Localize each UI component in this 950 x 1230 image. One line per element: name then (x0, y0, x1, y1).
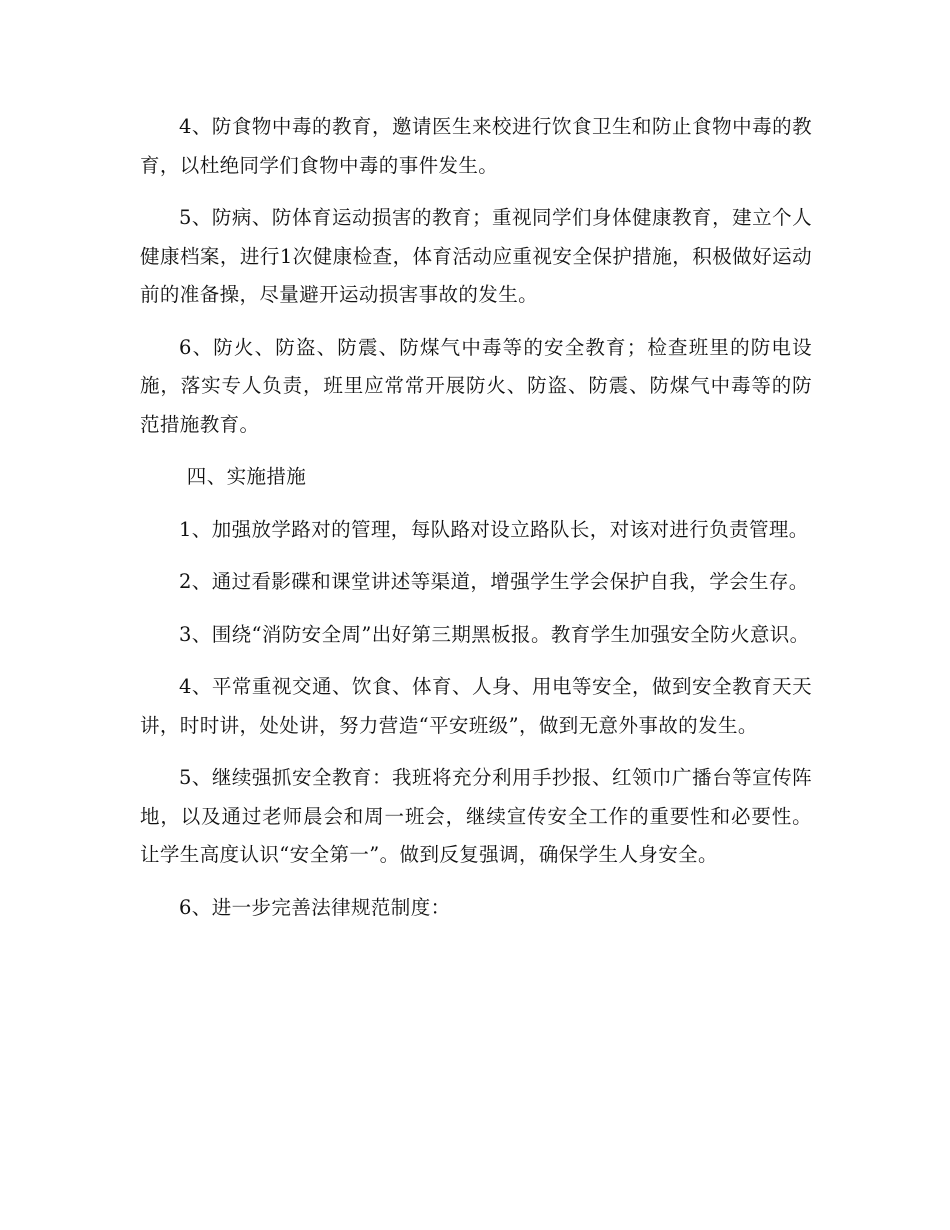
paragraph-video-lessons: 2、通过看影碟和课堂讲述等渠道，增强学生学会保护自我，学会生存。 (179, 570, 809, 593)
paragraph-safety-education: 5、继续强抓安全教育：我班将充分利用手抄报、红领巾广播台等宣传阵地，以及通过老师晨会和周一班会，继续宣传安全工作的重要性和必要性。让学生高度认识“安全第一”。做到反复强调，确保学生人身安全。 (140, 766, 812, 866)
paragraph-sports-injury: 5、防病、防体育运动损害的教育；重视同学们身体健康教育，建立个人健康档案，进行1次健康检查，体育活动应重视安全保护措施，积极做好运动前的准备操，尽量避开运动损害事故的发生。 (140, 206, 812, 306)
paragraph-fire-theft-safety: 6、防火、防盗、防震、防煤气中毒等的安全教育；检查班里的防电设施，落实专人负责，班里应常常开展防火、防盗、防震、防煤气中毒等的防范措施教育。 (140, 335, 812, 436)
paragraph-legal-rules: 6、进一步完善法律规范制度： (179, 895, 451, 919)
paragraph-fire-week-board: 3、围绕“消防安全周”出好第三期黑板报。教育学生加强安全防火意识。 (179, 622, 810, 646)
paragraph-daily-safety: 4、平常重视交通、饮食、体育、人身、用电等安全，做到安全教育天天讲，时时讲，处处讲，努力营造“平安班级”，做到无意外事故的发生。 (140, 675, 812, 737)
document-page (140, 108, 812, 941)
paragraph-road-team: 1、加强放学路对的管理，每队路对设立路队长，对该对进行负责管理。 (179, 517, 809, 541)
section-heading-measures: 四、实施措施 (186, 465, 307, 488)
paragraph-food-poisoning: 4、防食物中毒的教育，邀请医生来校进行饮食卫生和防止食物中毒的教育，以杜绝同学们食物中毒的事件发生。 (140, 115, 812, 177)
